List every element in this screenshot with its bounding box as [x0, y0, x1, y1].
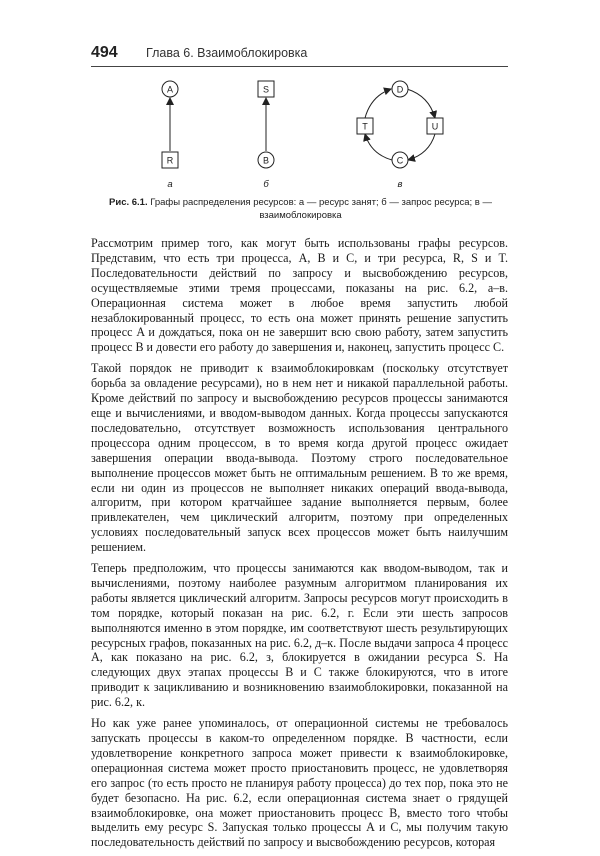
panel-c-label: в [397, 179, 403, 190]
edge-d-to-u [407, 89, 435, 118]
body-text [91, 236, 508, 856]
paragraph: Но как уже ранее упоминалось, от операционной системы не требовалось запускать процессы в каком-то определенном порядке. В частности, если удовлетворение конкретного запроса может привести к взаимоблокировке, операционная система может просто приостановить процесс, не удовлетворяя его запрос (то есть просто не планируя работу процесса) до тех пор, пока это не будет безопасно. На рис. 6.2, если операционная система знает о грядущей взаимоблокировке, она может приостановить процесс B, вместо того чтобы выделить ему ресурс S. Запуская только процессы A и C, мы получим такую последовательность действий по запросу и высвобождению ресурсов, которая [91, 716, 508, 850]
caption-text: Графы распределения ресурсов: а — ресурс занят; б — запрос ресурса; в — взаимоблокировка [150, 197, 492, 221]
process-label-b: B [262, 155, 270, 166]
resource-label-t: T [362, 121, 368, 132]
caption-number: Рис. 6.1. [109, 197, 148, 208]
header-rule [91, 66, 508, 67]
process-label-d: D [396, 84, 404, 95]
panel-a-label: а [167, 179, 173, 190]
edge-c-to-t [365, 134, 392, 160]
edge-u-to-c [408, 134, 435, 160]
resource-label-u: U [431, 121, 439, 132]
figure-caption [108, 197, 493, 222]
paragraph: Теперь предположим, что процессы занимаются как вводом-выводом, так и вычислениями, поэтому наиболее разумным алгоритмом планирования их работы является циклический алгоритм. Запросы ресурсов могут происходить в том порядке, который показан на рис. 6.2, г. Если эти шесть запросов выполняются именно в этом порядке, им соответствуют шесть результирующих ресурсных графов, показанных на рис. 6.2, д–к. После выдачи запроса 4 процесс A, как показано на рис. 6.2, з, блокируется в ожидании ресурса S. На следующих двух этапах процессы B и C также блокируются, что в итоге приводит к зацикливанию и возникновению взаимоблокировки, показанной на рис. 6.2, к. [91, 561, 508, 710]
panel-b-label: б [263, 179, 269, 190]
page-number: 494 [91, 44, 118, 61]
paragraph: Рассмотрим пример того, как могут быть использованы графы ресурсов. Представим, что есть три процесса, A, B и C, и три ресурса, R, S и T. Последовательности действий по запросу и высвобождению ресурсов, осуществляемые этими тремя процессами, показаны на рис. 6.2, а–в. Операционная система может в любое время запустить любой незаблокированный процесс, то есть она может принять решение запустить процесс A и дождаться, пока он не завершит всю свою работу, затем запустить процесс B и довести его работу до завершения и, наконец, запустить процесс C. [91, 236, 508, 355]
resource-label-s: S [262, 84, 270, 95]
page-header [91, 44, 508, 64]
process-label-a: A [166, 84, 174, 95]
panel-a [162, 81, 178, 190]
paragraph: Такой порядок не приводит к взаимоблокировкам (поскольку отсутствует борьба за овладение ресурсами), но в нем нет и никакой параллельной работы. Кроме действий по запросу и высвобождению ресурсов процессы занимаются еще и вычислениями, и вводом-выводом данных. Когда процессы запускаются последовательно, отсутствует возможность использования центрального процессора одним процессом, в то время когда другой процесс ожидает завершения операции ввода-вывода. Поэтому строго последовательное выполнение процессов может быть не оптимальным решением. В то же время, если ни один из процессов не выполняет никаких операций ввода-вывода, алгоритм, при котором кратчайшее задание выполняется первым, более привлекателен, чем циклический алгоритм, поэтому при определенных условиях последовательный запуск всех процессов может быть наилучшим решением. [91, 361, 508, 555]
edge-t-to-d [365, 89, 391, 118]
panel-c [357, 81, 443, 190]
panel-b [258, 81, 274, 190]
resource-label-r: R [166, 155, 174, 166]
chapter-title: Глава 6. Взаимоблокировка [146, 46, 308, 60]
process-label-c: C [396, 155, 404, 166]
